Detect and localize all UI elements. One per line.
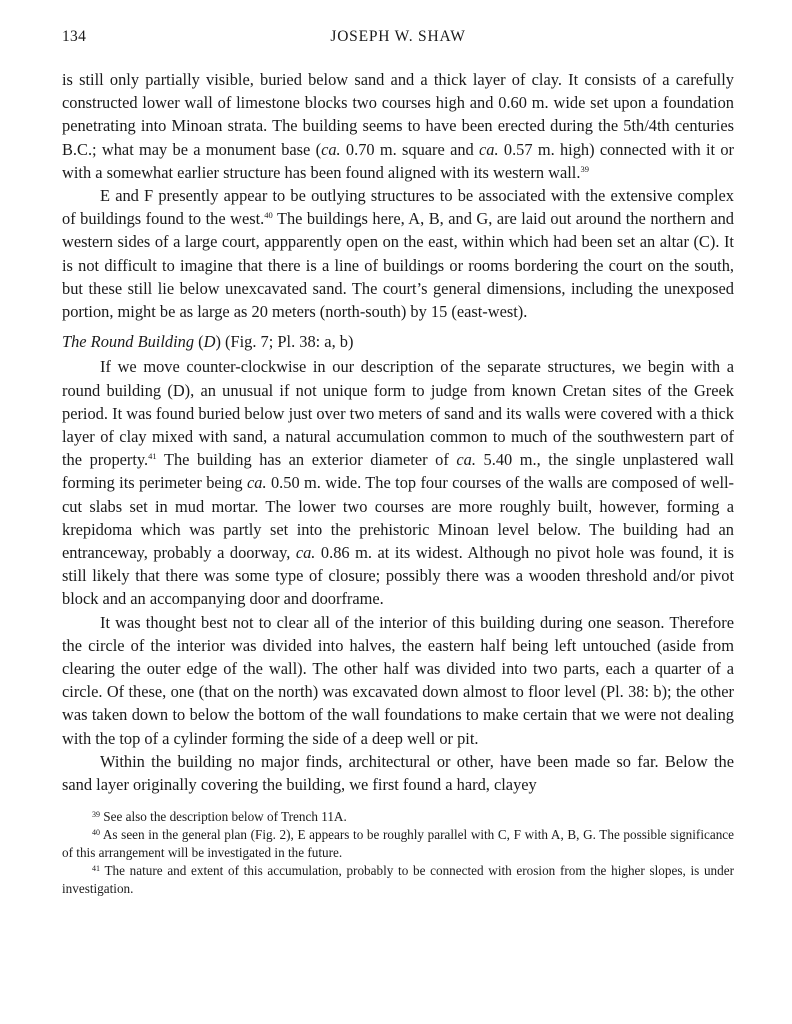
italic-text: ca. — [295, 543, 316, 563]
text-run: It was thought best not to clear all of the interior of this building during one season. Therefore the circle of the interior was divided into halves, the eastern half being left untouched (aside from clearing the outer edge of the wall). The other half was divided into two parts, each a quarter of a circle. Of these, one (that on the north) was excavated down almost to floor level (Pl. 38: b); the other was taken down to below the bottom of the wall foundations to make certain that we were not dealing with the top of a cylinder forming the side of a deep well or pit. — [62, 612, 734, 748]
intro-paragraphs — [62, 68, 734, 323]
page — [62, 28, 734, 898]
paragraph — [62, 184, 734, 323]
footnote-text: The nature and extent of this accumulation, probably to be connected with erosion from the higher slopes, is under investigation. — [62, 863, 734, 897]
text-run: Within the building no major finds, architectural or other, have been made so far. Below the sand layer originally covering the building, we first found a hard, clayey — [62, 751, 734, 795]
running-head-author: JOSEPH W. SHAW — [330, 28, 466, 45]
paragraph — [62, 68, 734, 184]
text-run: 0.57 m. high) connected with it or with a somewhat earlier structure has been found aligned with its western wall. — [62, 139, 734, 182]
text-run: The buildings here, A, B, and G, are laid out around the northern and western sides of a large court, appparently open on the east, within which had been set an altar (C). It is not difficult to imagine that there is a line of buildings or rooms bordering the court on the south, but these still lie below unexcavated sand. The court’s general dimensions, including the unexposed portion, might be as large as 20 meters (north-south) by 15 (east-west). — [62, 209, 734, 322]
section-heading — [62, 330, 734, 353]
page-number: 134 — [62, 28, 87, 45]
paragraph — [62, 355, 734, 610]
italic-text: ca. — [479, 139, 499, 159]
section-reference: (Fig. 7; Pl. 38: a, b) — [225, 332, 354, 352]
italic-text: ca. — [247, 473, 267, 493]
footnote — [62, 808, 734, 826]
paragraph — [62, 750, 734, 796]
footnote — [62, 862, 734, 898]
text-run: 5.40 m., the single unplastered wall forming its perimeter being — [62, 450, 734, 493]
italic-text: ca. — [456, 450, 476, 470]
section-title: The Round Building — [62, 332, 195, 352]
footnote-number: 41 — [92, 864, 100, 874]
footnote-number: 39 — [92, 810, 100, 820]
footnote-text: As seen in the general plan (Fig. 2), E appears to be roughly parallel with C, F with A, B, G. The possible significance of this arrangement will be investigated in the future. — [62, 827, 734, 861]
text-run: If we move counter-clockwise in our description of the separate structures, we begin with a round building (D), an unusual if not unique form to judge from known Cretan sites of the Greek period. It was found buried below just over two meters of sand and its walls were covered with a thick layer of clay mixed with sand, a natural accumulation common to much of the southwestern part of the property. — [62, 357, 734, 470]
footnote-reference: 39 — [580, 163, 589, 174]
section-label-open: ( — [198, 332, 204, 352]
footnote-text: See also the description below of Trench 11A. — [100, 809, 347, 825]
footnote-reference: 40 — [264, 210, 273, 221]
section-label-letter: D — [203, 332, 216, 352]
section-paragraphs — [62, 355, 734, 796]
section-label-close: ) — [215, 332, 221, 352]
paragraph — [62, 611, 734, 750]
footnote — [62, 826, 734, 862]
text-run: 0.86 m. at its widest. Although no pivot hole was found, it is still likely that there was some type of closure; possibly there was a wooden threshold and/or pivot block and an accompanying door and doorframe. — [62, 543, 735, 609]
italic-text: ca. — [321, 139, 341, 159]
text-run: E and F presently appear to be outlying structures to be associated with the extensive complex of buildings found to the west. — [62, 186, 734, 229]
text-run: 0.70 m. square and — [340, 139, 480, 159]
text-run: The building has an exterior diameter of — [156, 450, 457, 470]
body-text — [62, 68, 734, 796]
footnote-number: 40 — [92, 828, 100, 838]
text-run: is still only partially visible, buried below sand and a thick layer of clay. It consists of a carefully constructed lower wall of limestone blocks two courses high and 0.60 m. wide set upon a foundation penetrating into Minoan strata. The building seems to have been erected during the 5th/4th centuries B.C.; what may be a monument base ( — [62, 70, 734, 159]
footnotes — [62, 808, 734, 898]
running-head — [62, 28, 734, 52]
footnote-reference: 41 — [148, 451, 157, 462]
text-run: 0.50 m. wide. The top four courses of the walls are composed of well-cut slabs set in mud mortar. The lower two courses are more roughly built, however, forming a krepidoma which was partly set into the prehistoric Minoan level below. The building had an entranceway, probably a doorway, — [62, 473, 735, 563]
